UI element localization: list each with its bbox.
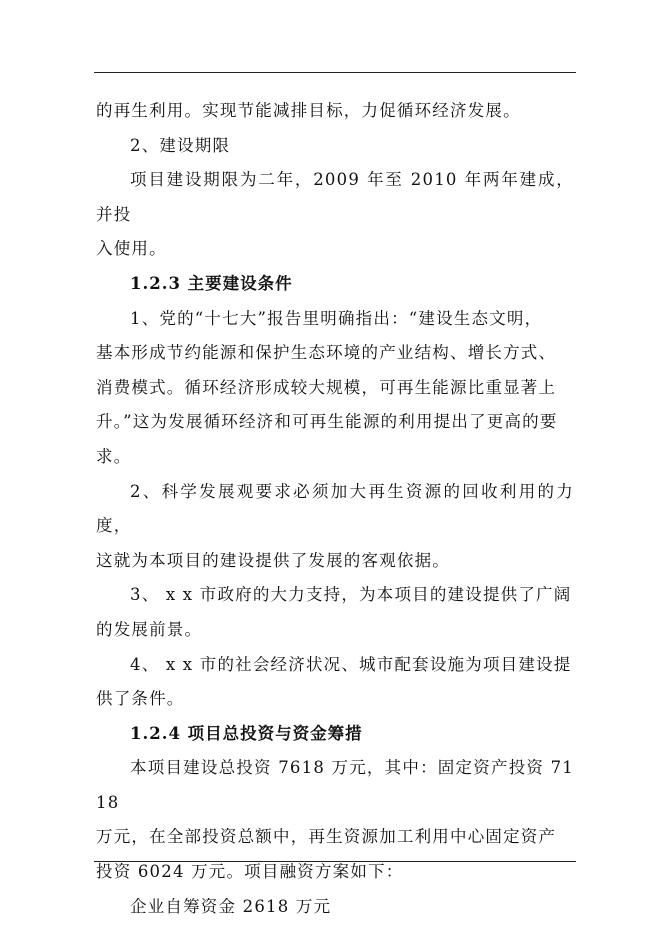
footer-rule	[94, 861, 576, 862]
text-line: 本项目建设总投资 7618 万元，其中：固定资产投资 7118	[96, 758, 574, 812]
text-line: 1、党的“十七大”报告里明确指出：“建设生态文明，	[130, 308, 543, 328]
text-line: 供了条件。	[96, 689, 185, 709]
text-line: 2、建设期限	[130, 135, 231, 155]
section-heading: 1.2.4 项目总投资与资金筹措	[130, 723, 363, 743]
text-line: 求。	[96, 446, 132, 466]
text-line: 的再生利用。实现节能减排目标，力促循环经济发展。	[96, 101, 521, 120]
text-line: 这就为本项目的建设提供了发展的客观依据。	[96, 550, 450, 570]
text-line: 基本形成节约能源和保护生态环境的产业结构、增长方式、	[96, 343, 557, 363]
text-line: 投资 6024 万元。项目融资方案如下：	[96, 862, 404, 882]
text-line: 2、科学发展观要求必须加大再生资源的回收利用的力度，	[96, 481, 574, 536]
document-body	[96, 94, 574, 924]
text-line: 企业自筹资金 2618 万元	[130, 896, 332, 916]
text-line: 万元，在全部投资总额中，再生资源加工利用中心固定资产	[96, 827, 557, 847]
text-line: 消费模式。循环经济形成较大规模，可再生能源比重显著上	[96, 377, 557, 397]
text-line: 项目建设期限为二年，2009 年至 2010 年两年建成，并投	[96, 170, 574, 224]
text-line: 的发展前景。	[96, 619, 203, 639]
text-line: 入使用。	[96, 239, 167, 259]
section-heading: 1.2.3 主要建设条件	[130, 273, 293, 293]
text-line: 3、 x x 市政府的大力支持，为本项目的建设提供了广阔	[130, 585, 572, 605]
header-rule	[94, 72, 576, 73]
text-line: 升。”这为发展循环经济和可再生能源的利用提出了更高的要	[96, 412, 558, 432]
text-line: 4、 x x 市的社会经济状况、城市配套设施为项目建设提	[130, 654, 572, 674]
